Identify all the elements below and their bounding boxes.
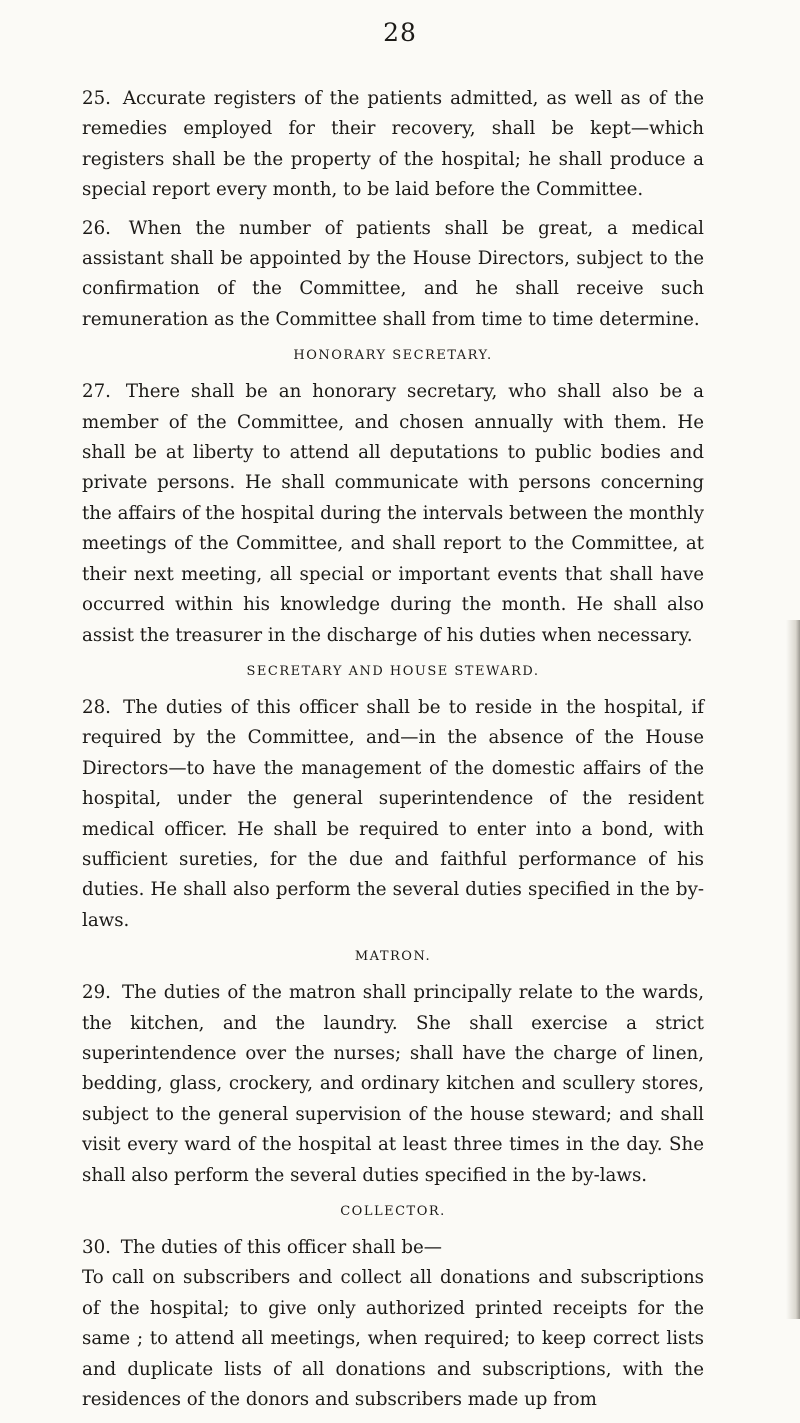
paragraph-text: The duties of this officer shall be—	[120, 1237, 442, 1258]
paragraph-26	[82, 214, 704, 336]
paragraph-text: The duties of this officer shall be to reside in the hospital, if required by the Committee, and—in the absence of the House Directors—to have the management of the domestic affairs of the hospital, under the general superintendence of the resident medical officer. He shall be required to enter into a bond, with sufficient sureties, for the due and faithful performance of his duties. He shall also perform the several duties specified in the by-laws.	[82, 696, 704, 931]
paragraph-30	[82, 1233, 704, 1263]
paragraph-number: 29.	[82, 982, 111, 1004]
document-body	[82, 84, 704, 1423]
section-heading-secretary-and-house-steward: SECRETARY AND HOUSE STEWARD.	[246, 663, 540, 679]
paragraph-text: The duties of the matron shall principally relate to the wards, the kitchen, and the laundry. She shall exercise a strict superintendence over the nurses; shall have the charge of linen, bedding, glass, crockery, and ordinary kitchen and scullery stores, subject to the general supervision of the house steward; and shall visit every ward of the hospital at least three times in the day. She shall also perform the several duties specified in the by-laws.	[82, 982, 704, 1186]
paragraph-25	[82, 84, 704, 206]
paragraph-number: 26.	[82, 217, 111, 239]
page-edge-shadow	[786, 620, 800, 1319]
paragraph-text: There shall be an honorary secretary, who shall also be a member of the Committee, and chosen annually with them. He shall be at liberty to attend all deputations to public bodies and private persons. He shall communicate with persons concerning the affairs of the hospital during the intervals between the monthly meetings of the Committee, and shall report to the Committee, at their next meeting, all special or important events that shall have occurred within his knowledge during the month. He shall also assist the treasurer in the discharge of his duties when necessary.	[82, 381, 704, 646]
paragraph-number: 30.	[82, 1237, 111, 1258]
paragraph-number: 28.	[82, 696, 111, 718]
paragraph-29	[82, 978, 704, 1191]
paragraph-27	[82, 377, 704, 651]
paragraph-number: 27.	[82, 381, 111, 403]
paragraph-30-continued	[82, 1263, 704, 1415]
paragraph-number: 25.	[82, 88, 111, 109]
paragraph-text: To call on subscribers and collect all donations and subscriptions of the hospital; to give only authorized printed receipts for the same ; to attend all meetings, when required; to keep correct lists and duplicate lists of all donations and subscriptions, with the residences of the donors and subscribers made up from	[82, 1267, 704, 1411]
section-heading-honorary-secretary: HONORARY SECRETARY.	[293, 348, 493, 364]
section-heading-matron: MATRON.	[354, 949, 432, 965]
paragraph-text: When the number of patients shall be great, a medical assistant shall be appointed by the House Directors, subject to the confirmation of the Committee, and he shall receive such remuneration as the Committee shall from time to time determine.	[82, 217, 704, 330]
paragraph-28	[82, 693, 704, 936]
section-heading-collector: COLLECTOR.	[340, 1204, 446, 1219]
page-number: 28	[383, 18, 417, 47]
paragraph-text: Accurate registers of the patients admitted, as well as of the remedies employed for their recovery, shall be kept—which registers shall be the property of the hospital; he shall produce a special report every month, to be laid before the Committee.	[82, 88, 704, 201]
